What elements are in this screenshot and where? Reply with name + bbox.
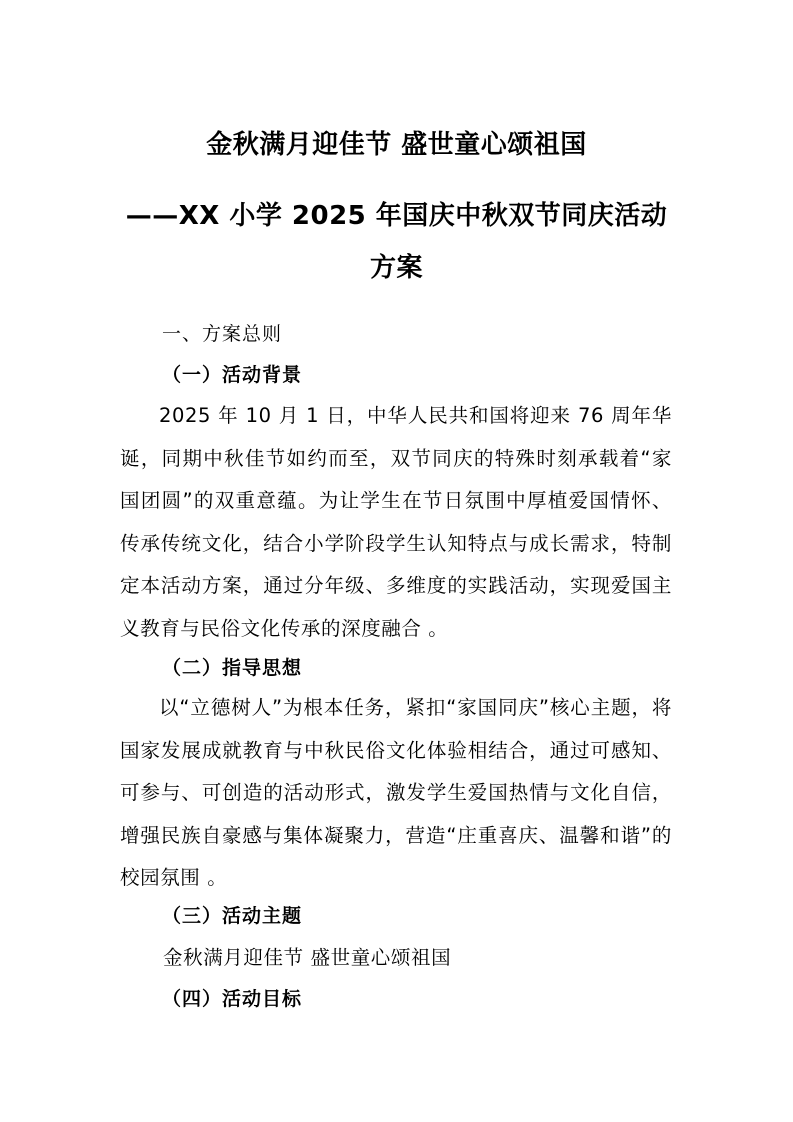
subsection-heading-guiding: （二）指导思想: [162, 657, 303, 679]
theme-text: 金秋满月迎佳节 盛世童心颂祖国: [163, 946, 452, 969]
document-title-line-3: 方案: [369, 253, 423, 283]
document-title-line-1: 金秋满月迎佳节 盛世童心颂祖国: [206, 130, 587, 160]
subsection-heading-background: （一）活动背景: [162, 364, 303, 386]
section-heading-general: 一、方案总则: [162, 323, 283, 345]
paragraph-guiding: 以“立德树人”为根本任务，紧扣“家国同庆”核心主题，将国家发展成就教育与中秋民俗文化体验相结合，通过可感知、可参与、可创造的活动形式，激发学生爱国热情与文化自信，增强民族自豪感与集体凝聚力，营造“庄重喜庆、温馨和谐”的校园氛围 。: [120, 696, 672, 889]
paragraph-background: 2025 年 10 月 1 日，中华人民共和国将迎来 76 周年华诞，同期中秋佳节如约而至，双节同庆的特殊时刻承载着“家国团圆”的双重意蕴。为让学生在节日氛围中厚植爱国情怀、传承传统文化，结合小学阶段学生认知特点与成长需求，特制定本活动方案，通过分年级、多维度的实践活动，实现爱国主义教育与民俗文化传承的深度融合 。: [120, 404, 672, 640]
subsection-heading-goals: （四）活动目标: [162, 988, 303, 1010]
subsection-heading-theme: （三）活动主题: [162, 905, 303, 927]
document-title-line-2: ——XX 小学 2025 年国庆中秋双节同庆活动: [125, 201, 668, 231]
